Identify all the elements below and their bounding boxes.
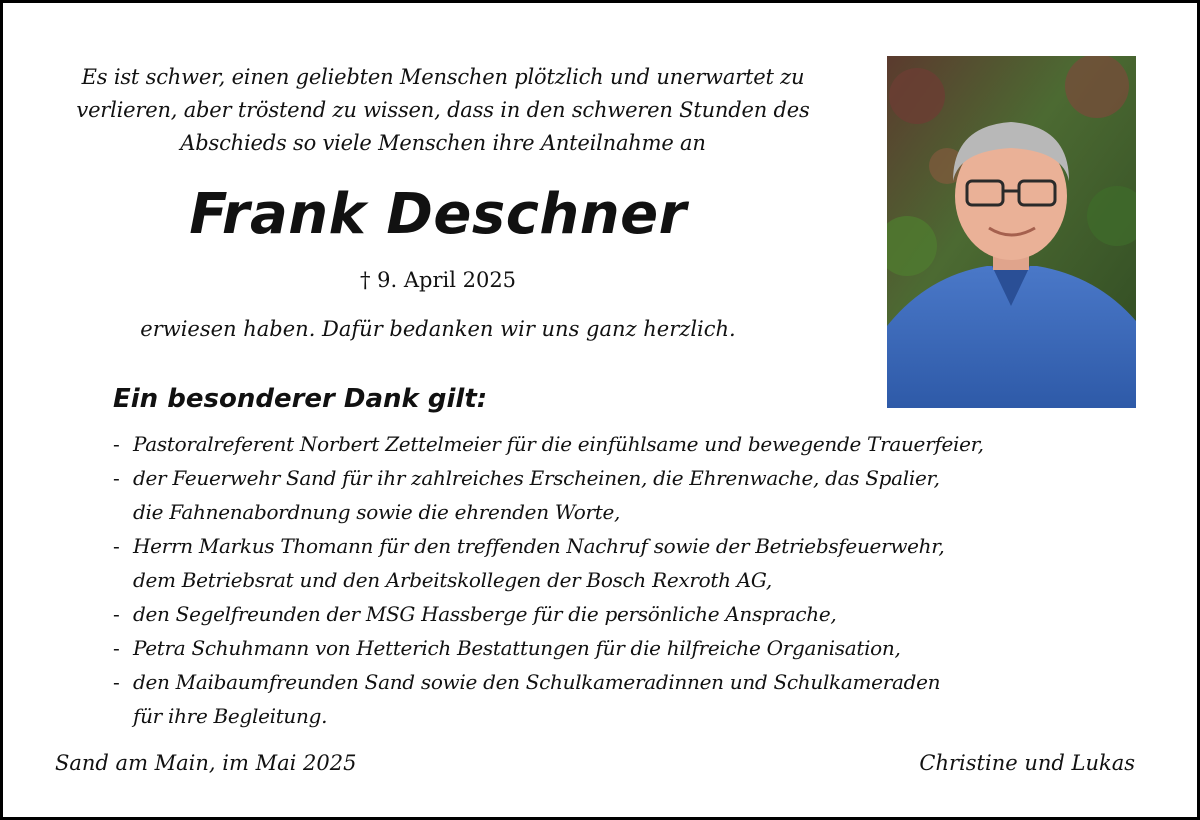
thanks-item <box>113 427 1173 461</box>
intro-line: verlieren, aber tröstend zu wissen, dass in den schweren Stunden des <box>76 98 810 122</box>
thanks-item <box>113 597 1173 631</box>
death-date: † 9. April 2025 <box>359 268 517 292</box>
portrait-illustration <box>887 56 1136 408</box>
place-date: Sand am Main, im Mai 2025 <box>55 751 357 775</box>
thanks-heading: Ein besonderer Dank gilt: <box>113 384 488 414</box>
thanks-list <box>113 427 1173 733</box>
intro-line: Es ist schwer, einen geliebten Menschen plötzlich und unerwartet zu <box>81 65 805 89</box>
thanks-item <box>113 461 1173 529</box>
thanks-line: die Fahnenabordnung sowie die ehrenden Worte, <box>133 500 621 524</box>
list-dash: - <box>113 466 120 490</box>
thanks-line: Pastoralreferent Norbert Zettelmeier für die einfühlsame und bewegende Trauerfeier, <box>133 432 984 456</box>
outro-text: erwiesen haben. Dafür bedanken wir uns ganz herzlich. <box>140 317 736 341</box>
thanks-line: dem Betriebsrat und den Arbeitskollegen der Bosch Rexroth AG, <box>133 568 772 592</box>
list-dash: - <box>113 432 120 456</box>
thanks-item <box>113 529 1173 597</box>
portrait-photo <box>887 56 1136 408</box>
list-dash: - <box>113 670 120 694</box>
thanks-item <box>113 631 1173 665</box>
thanks-line: den Maibaumfreunden Sand sowie den Schulkameradinnen und Schulkameraden <box>133 670 941 694</box>
intro-text <box>43 61 843 160</box>
list-dash: - <box>113 636 120 660</box>
thanks-line: den Segelfreunden der MSG Hassberge für die persönliche Ansprache, <box>133 602 837 626</box>
signers: Christine und Lukas <box>919 751 1135 775</box>
list-dash: - <box>113 602 120 626</box>
thanks-line: Petra Schuhmann von Hetterich Bestattungen für die hilfreiche Organisation, <box>133 636 901 660</box>
thanks-line: der Feuerwehr Sand für ihr zahlreiches Erscheinen, die Ehrenwache, das Spalier, <box>133 466 940 490</box>
thanks-item <box>113 665 1173 733</box>
intro-line: Abschieds so viele Menschen ihre Anteilnahme an <box>180 131 706 155</box>
list-dash: - <box>113 534 120 558</box>
thanks-line: für ihre Begleitung. <box>133 704 328 728</box>
thanks-line: Herrn Markus Thomann für den treffenden Nachruf sowie der Betriebsfeuerwehr, <box>133 534 945 558</box>
deceased-name: Frank Deschner <box>189 182 687 247</box>
